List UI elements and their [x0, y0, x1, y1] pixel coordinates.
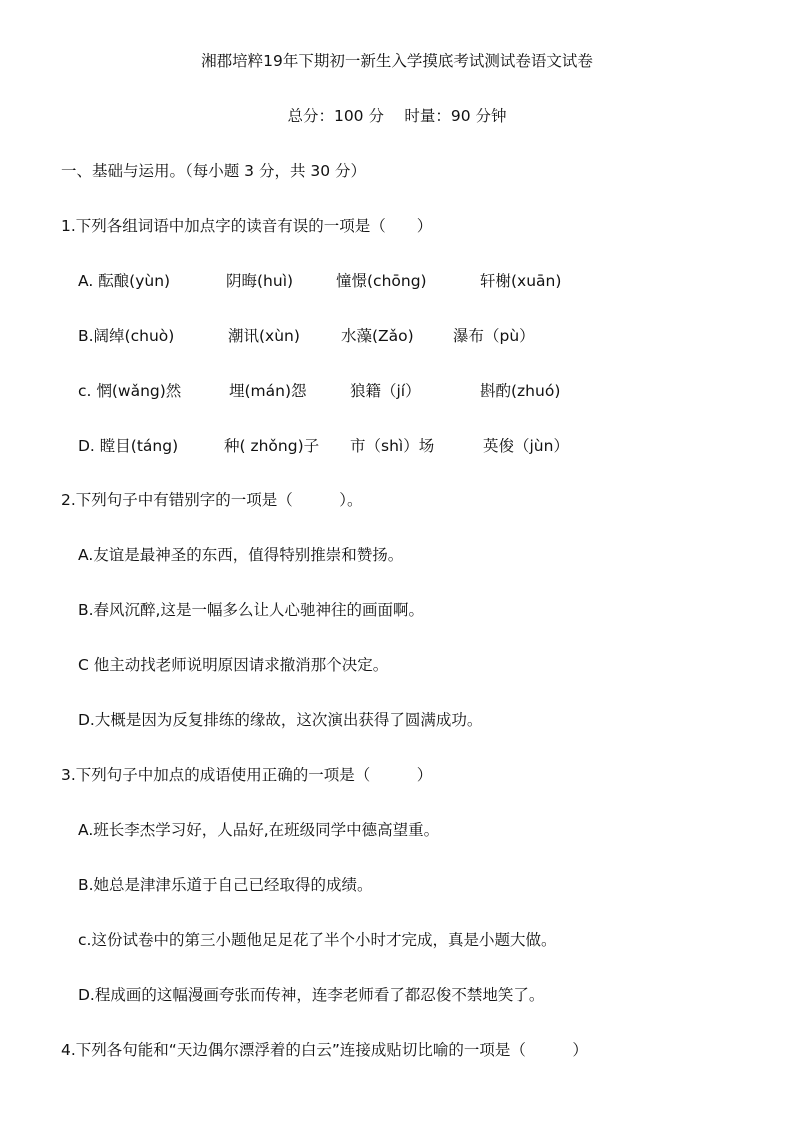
option-word: D. 瞠目(táng) [78, 437, 179, 455]
option-word: 憧憬(chōng) [336, 272, 427, 290]
question-stem: 1.下列各组词语中加点字的读音有误的一项是（ ） [61, 217, 433, 235]
option-text: B.春风沉醉,这是一幅多么让人心驰神往的画面啊。 [78, 601, 424, 619]
option-text: B.她总是津津乐道于自己已经取得的成绩。 [78, 876, 373, 894]
option-word: 斟酌(zhuó) [480, 382, 561, 400]
option-text: D.程成画的这幅漫画夸张而传神，连李老师看了都忍俊不禁地笑了。 [78, 986, 545, 1004]
option-text: A.友谊是最神圣的东西，值得特别推崇和赞扬。 [78, 546, 404, 564]
option-text: D.大概是因为反复排练的缘故，这次演出获得了圆满成功。 [78, 711, 483, 729]
question-stem: 3.下列句子中加点的成语使用正确的一项是（ ） [61, 766, 433, 784]
option-word: 瀑布（pù） [453, 327, 535, 345]
option-word: 种( zhǒng)子 [224, 437, 320, 455]
option-text: A.班长李杰学习好，人品好,在班级同学中德高望重。 [78, 821, 440, 839]
exam-info: 总分：100 分 时量：90 分钟 [287, 107, 507, 125]
option-word: 水藻(Zǎo) [341, 327, 414, 345]
section-heading: 一、基础与运用。（每小题 3 分，共 30 分） [61, 162, 367, 180]
question-stem: 2.下列句子中有错别字的一项是（ ）。 [61, 491, 363, 509]
option-word: 英俊（jùn） [483, 437, 569, 455]
page-title: 湘郡培粹19年下期初一新生入学摸底考试测试卷语文试卷 [201, 52, 593, 70]
question-stem: 4.下列各句能和“天边偶尔漂浮着的白云”连接成贴切比喻的一项是（ ） [61, 1041, 588, 1059]
option-word: 市（shì）场 [350, 437, 435, 455]
option-word: 阴晦(huì) [226, 272, 294, 290]
option-word: 潮讯(xùn) [228, 327, 300, 345]
option-word: A. 酝酿(yùn) [78, 272, 171, 290]
option-word: 狼籍（jí） [350, 382, 421, 400]
option-word: 轩榭(xuān) [480, 272, 562, 290]
option-word: 埋(mán)怨 [229, 382, 307, 400]
option-text: c.这份试卷中的第三小题他足足花了半个小时才完成，真是小题大做。 [78, 931, 557, 949]
option-word: c. 惘(wǎng)然 [78, 382, 182, 400]
option-text: C 他主动找老师说明原因请求撤消那个决定。 [78, 656, 389, 674]
option-word: B.阔绰(chuò) [78, 327, 175, 345]
